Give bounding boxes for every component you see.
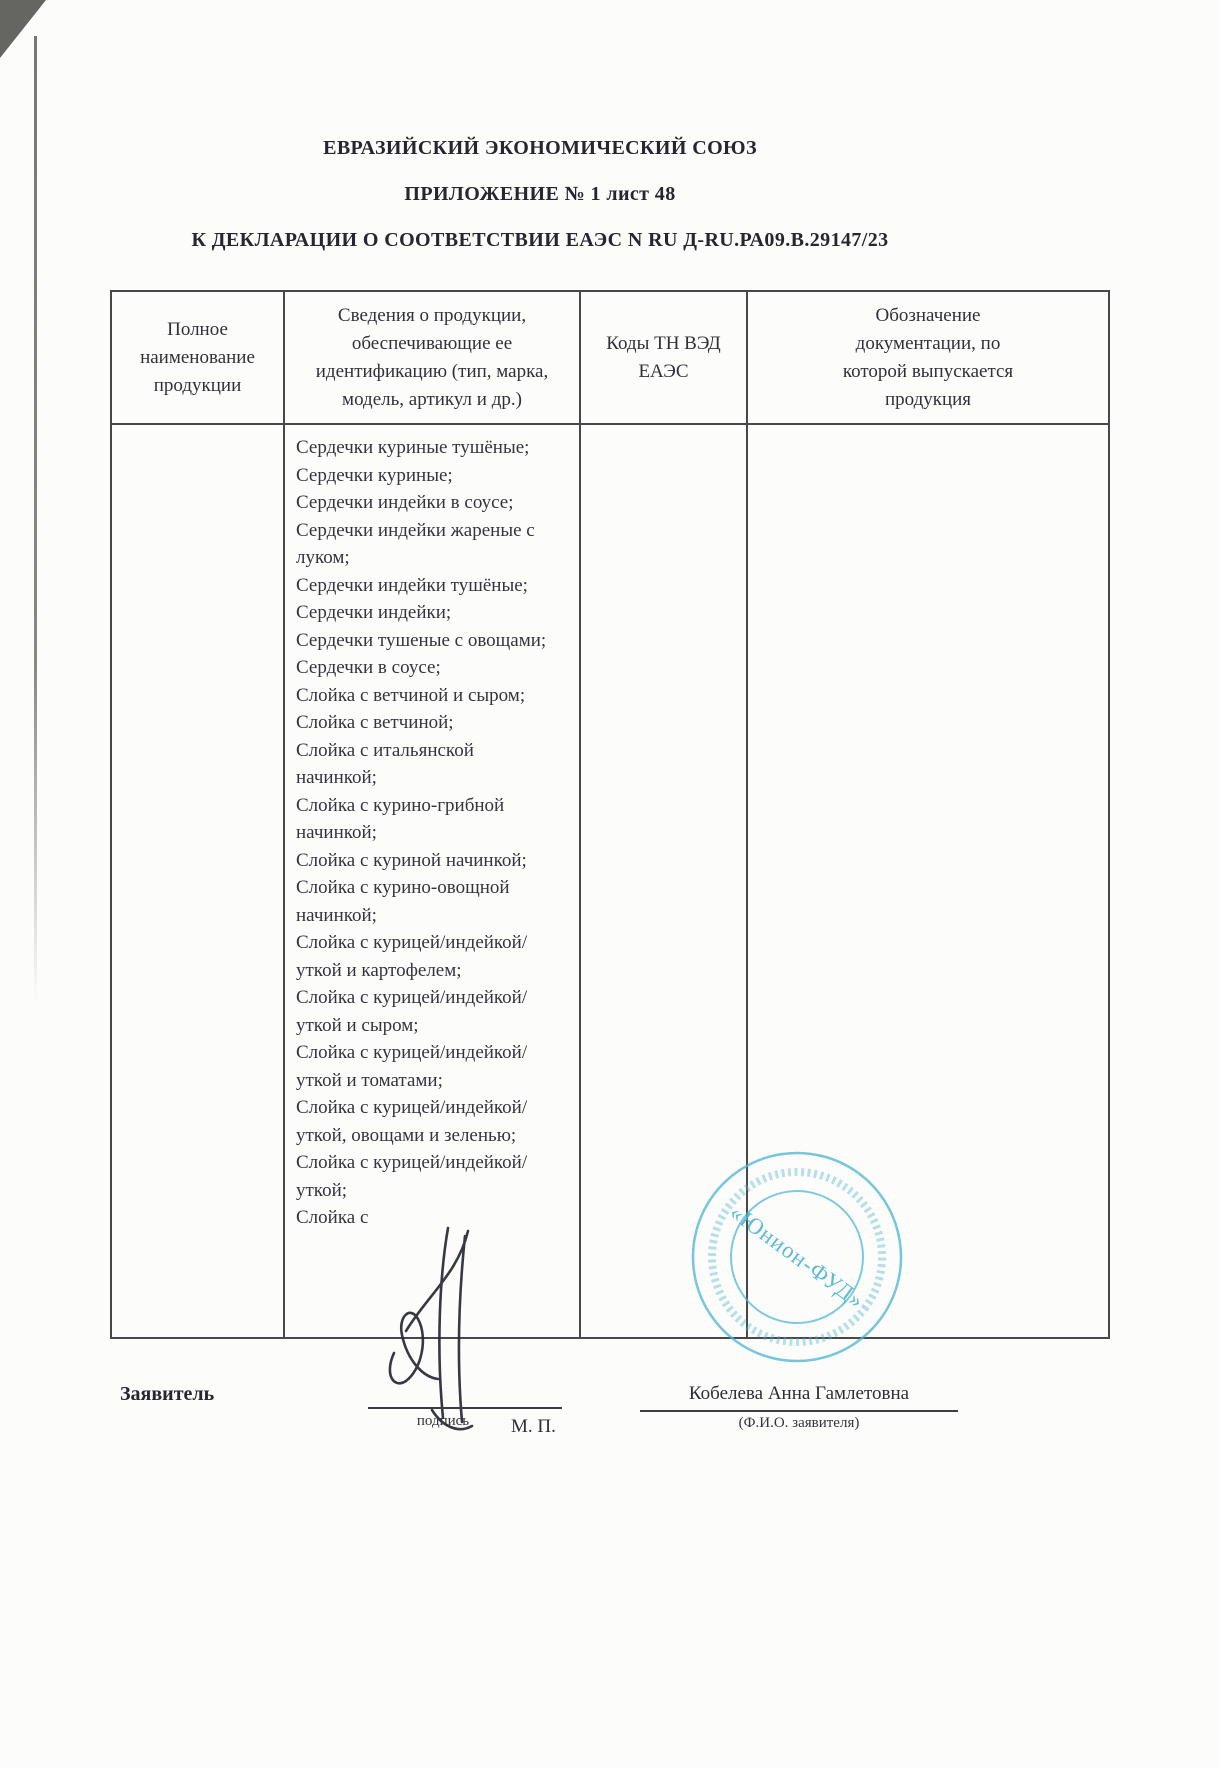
header-product-identification: Сведения о продукции, обеспечивающие ее идентификацию (тип, марка, модель, артикул и др.) bbox=[285, 292, 581, 425]
product-item: Слойка с курино-овощной начинкой; bbox=[296, 877, 510, 926]
union-title: ЕВРАЗИЙСКИЙ ЭКОНОМИЧЕСКИЙ СОЮЗ bbox=[323, 137, 757, 159]
seal-place-abbreviation: М. П. bbox=[511, 1416, 556, 1437]
product-item: Сердечки индейки; bbox=[296, 602, 452, 623]
product-item: Сердечки тушеные с овощами; bbox=[296, 629, 547, 651]
product-list bbox=[296, 434, 555, 1232]
products-table bbox=[110, 290, 1110, 1339]
applicant-name-caption: (Ф.И.О. заявителя) bbox=[738, 1415, 860, 1431]
header-product-name: Полное наименование продукции bbox=[112, 292, 285, 425]
cell-product-name bbox=[112, 425, 285, 1337]
product-item: Сердечки куриные тушёные; bbox=[296, 437, 530, 458]
signature-caption: подпись bbox=[416, 1413, 470, 1429]
product-item: Слойка с bbox=[296, 1207, 369, 1228]
scan-corner-artifact bbox=[0, 0, 46, 58]
annex-title: ПРИЛОЖЕНИЕ № 1 лист 48 bbox=[404, 183, 676, 205]
header-documentation: Обозначение документации, по которой выпускается продукция bbox=[748, 292, 1108, 425]
product-item: Слойка с курицей/индейкой/уткой и картофелем; bbox=[296, 932, 528, 981]
applicant-label: Заявитель bbox=[120, 1383, 215, 1405]
product-item: Слойка с курицей/индейкой/уткой, овощами и зеленью; bbox=[296, 1097, 528, 1146]
product-item: Слойка с ветчиной и сыром; bbox=[296, 684, 526, 706]
declaration-number-title: К ДЕКЛАРАЦИИ О СООТВЕТСТВИИ ЕАЭС N RU Д-RU.РА09.В.29147/23 bbox=[191, 229, 889, 251]
applicant-name: Кобелева Анна Гамлетовна bbox=[688, 1383, 910, 1404]
cell-product-identification bbox=[285, 425, 581, 1337]
stamp-company-name: «Юнион-ФУД» bbox=[725, 1199, 870, 1314]
product-item: Слойка с курицей/индейкой/уткой; bbox=[296, 1152, 528, 1201]
product-item: Слойка с итальянской начинкой; bbox=[296, 739, 474, 788]
product-item: Слойка с курицей/индейкой/уткой и томатами; bbox=[296, 1042, 528, 1091]
product-item: Сердечки индейки в соусе; bbox=[296, 492, 514, 513]
cell-documentation bbox=[748, 425, 1108, 1337]
signature-line bbox=[368, 1407, 562, 1409]
cell-tnved-codes bbox=[581, 425, 748, 1337]
product-item: Слойка с курино-грибной начинкой; bbox=[296, 794, 505, 843]
header-tnved-codes: Коды ТН ВЭД ЕАЭС bbox=[581, 292, 748, 425]
product-item: Слойка с курицей/индейкой/уткой и сыром; bbox=[296, 987, 528, 1036]
product-item: Слойка с куриной начинкой; bbox=[296, 849, 527, 871]
product-item: Сердечки в соусе; bbox=[296, 657, 441, 678]
scan-edge-line bbox=[34, 36, 37, 1004]
applicant-name-line bbox=[640, 1410, 958, 1412]
product-item: Сердечки индейки тушёные; bbox=[296, 574, 528, 596]
product-item: Сердечки индейки жареные с луком; bbox=[296, 519, 535, 568]
product-item: Слойка с ветчиной; bbox=[296, 712, 454, 733]
product-item: Сердечки куриные; bbox=[296, 464, 453, 486]
